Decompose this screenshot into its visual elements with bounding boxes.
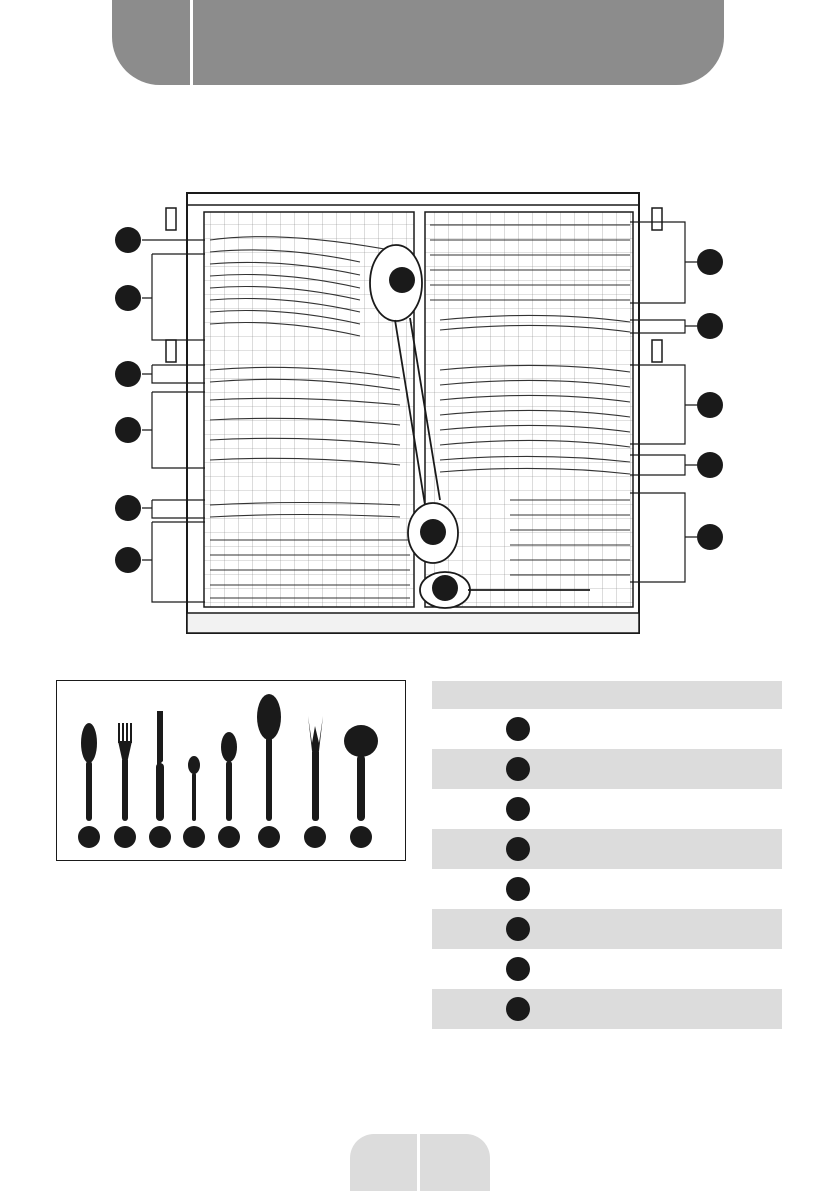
row-marker xyxy=(506,957,530,981)
row-marker xyxy=(506,717,530,741)
legend-table-header xyxy=(432,681,782,709)
table-row xyxy=(432,909,782,949)
row-marker xyxy=(506,837,530,861)
table-row xyxy=(432,869,782,909)
row-marker xyxy=(506,917,530,941)
table-row xyxy=(432,709,782,749)
row-marker xyxy=(506,997,530,1021)
row-marker xyxy=(506,757,530,781)
knife-icon xyxy=(156,711,164,821)
serving-fork-icon xyxy=(308,716,323,821)
table-row xyxy=(432,829,782,869)
cutlery-legend-icons xyxy=(57,681,404,859)
table-row xyxy=(432,949,782,989)
footer-tab-divider xyxy=(417,1134,420,1191)
teaspoon-icon xyxy=(188,756,200,821)
callout-markers-left xyxy=(115,227,141,573)
cutlery-legend xyxy=(56,680,406,861)
callout-markers-right xyxy=(697,249,723,550)
table-row xyxy=(432,749,782,789)
table-row xyxy=(432,789,782,829)
spoon-icon xyxy=(221,732,237,821)
legend-table xyxy=(432,681,782,1029)
ladle-icon xyxy=(344,725,378,821)
serving-spoon-icon xyxy=(257,694,281,821)
row-marker xyxy=(506,797,530,821)
dessert-spoon-icon xyxy=(81,723,97,821)
footer-tab xyxy=(350,1134,490,1191)
fork-icon xyxy=(118,723,132,821)
row-marker xyxy=(506,877,530,901)
table-row xyxy=(432,989,782,1029)
